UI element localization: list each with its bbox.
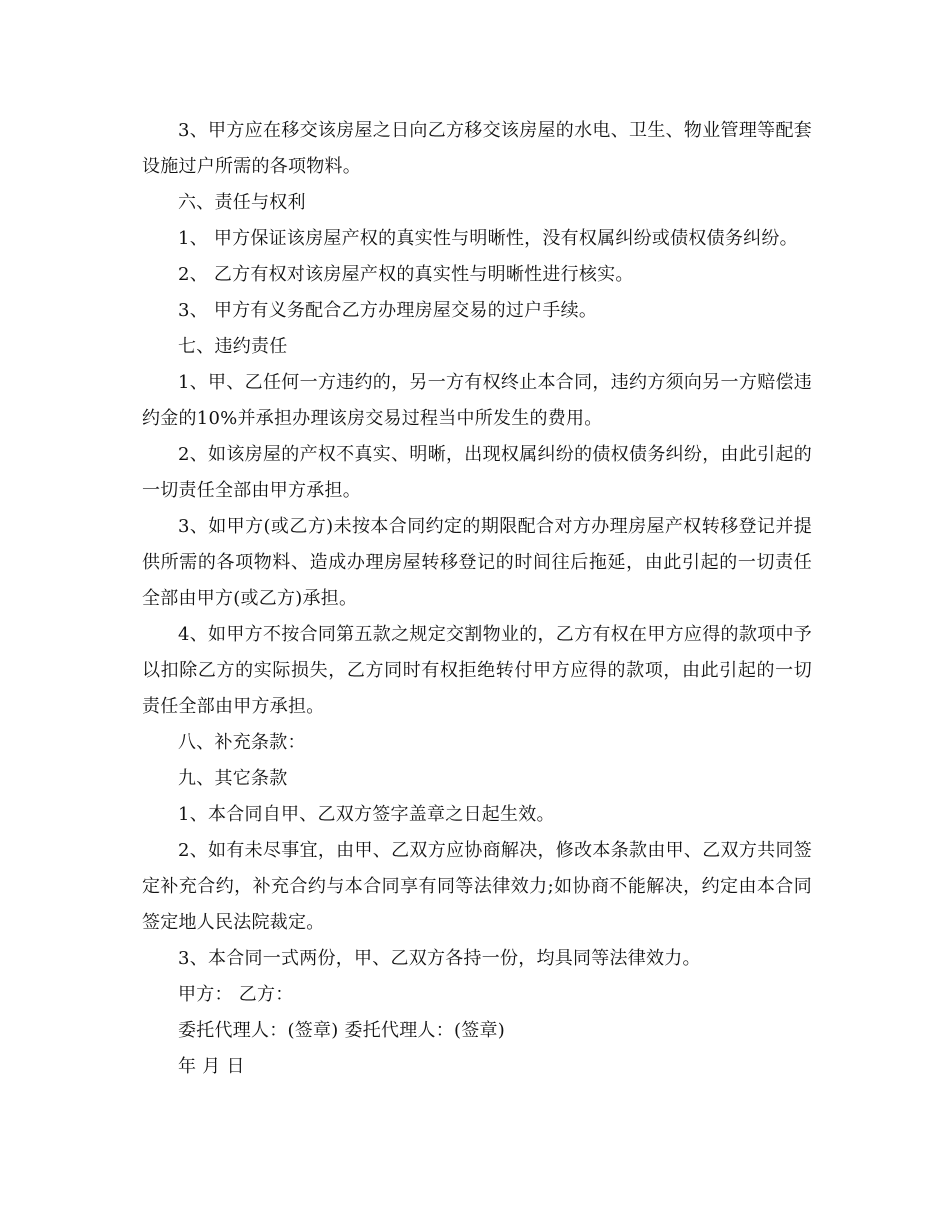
clause-5-3: 3、甲方应在移交该房屋之日向乙方移交该房屋的水电、卫生、物业管理等配套设施过户所需的各项物料。	[142, 120, 812, 177]
clause-6-3: 3、 甲方有义务配合乙方办理房屋交易的过户手续。	[178, 300, 598, 321]
clause-7-4: 4、如甲方不按合同第五款之规定交割物业的，乙方有权在甲方应得的款项中予以扣除乙方的实际损失，乙方同时有权拒绝转付甲方应得的款项，由此引起的一切责任全部由甲方承担。	[142, 624, 812, 717]
clause-6-1: 1、 甲方保证该房屋产权的真实性与明晰性，没有权属纠纷或债权债务纠纷。	[178, 228, 798, 249]
clause-9-2: 2、如有未尽事宜，由甲、乙双方应协商解决，修改本条款由甲、乙双方共同签定补充合约，补充合约与本合同享有同等法律效力;如协商不能解决，约定由本合同签定地人民法院裁定。	[142, 840, 812, 933]
date-line: 年 月 日	[178, 1056, 245, 1077]
clause-7-3: 3、如甲方(或乙方)未按本合同约定的期限配合对方办理房屋产权转移登记并提供所需的各项物料、造成办理房屋转移登记的时间往后拖延，由此引起的一切责任全部由甲方(或乙方)承担。	[142, 516, 812, 609]
party-signature-line: 甲方： 乙方：	[178, 984, 294, 1005]
section-8-heading: 八、补充条款：	[178, 732, 306, 753]
clause-9-3: 3、本合同一式两份，甲、乙双方各持一份，均具同等法律效力。	[178, 948, 701, 969]
clause-7-1: 1、甲、乙任何一方违约的，另一方有权终止本合同，违约方须向另一方赔偿违约金的10%并承担办理该房交易过程当中所发生的费用。	[142, 372, 812, 429]
section-6-heading: 六、责任与权利	[178, 192, 306, 213]
section-9-heading: 九、其它条款	[178, 768, 288, 789]
agent-signature-line: 委托代理人：(签章) 委托代理人：(签章)	[178, 1020, 506, 1041]
clause-9-1: 1、本合同自甲、乙双方签字盖章之日起生效。	[178, 804, 555, 825]
clause-6-2: 2、 乙方有权对该房屋产权的真实性与明晰性进行核实。	[178, 264, 634, 285]
section-7-heading: 七、违约责任	[178, 336, 288, 357]
clause-7-2: 2、如该房屋的产权不真实、明晰，出现权属纠纷的债权债务纠纷，由此引起的一切责任全部由甲方承担。	[142, 444, 812, 501]
